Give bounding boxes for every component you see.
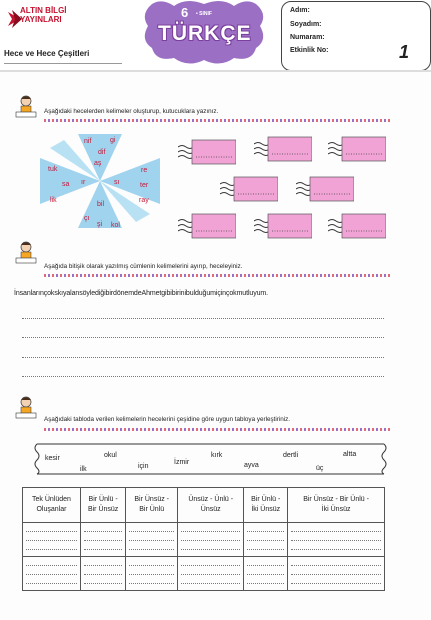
answer-box[interactable] <box>328 136 386 162</box>
syllable: tuk <box>48 166 58 173</box>
word-item: ilk <box>80 466 87 473</box>
brand-name <box>20 6 67 24</box>
instruction-3: Aşağıdaki tabloda verilen kelimelerin hecelerini çeşidine göre uygun tabloya yerleştiriniz. <box>44 416 291 423</box>
word-item: dertli <box>283 452 299 459</box>
joined-sentence: İnsanlarınçokskıyalansöylediğibirdönemdeAhmetgibibirinibulduğumiçinçokmutluyum. <box>14 290 268 297</box>
syllable: şi <box>97 221 103 228</box>
table-row <box>23 557 385 591</box>
syllable: re <box>141 167 148 174</box>
word-item: İzmir <box>174 459 190 466</box>
syllable: bil <box>97 201 105 208</box>
word-item: altta <box>343 451 357 458</box>
writing-line[interactable] <box>22 337 384 338</box>
answer-box[interactable] <box>220 176 278 202</box>
brand-line1: ALTIN BİLGİ <box>20 6 67 15</box>
answer-cell[interactable] <box>126 557 178 591</box>
table-header: Bir Ünlü - İki Ünsüz <box>244 488 288 523</box>
dotted-divider <box>44 274 390 277</box>
reading-child-icon <box>14 240 38 266</box>
syllable: aş <box>94 160 102 167</box>
subject-title: TÜRKÇE <box>158 22 252 45</box>
number-field-label: Numaram: <box>290 34 325 41</box>
table-header-row <box>23 488 385 523</box>
answer-cell[interactable] <box>178 557 244 591</box>
reading-child-icon <box>14 395 38 421</box>
answer-box[interactable] <box>178 139 236 165</box>
answer-cell[interactable] <box>244 523 288 557</box>
surname-field-label: Soyadım: <box>290 21 322 28</box>
activity-number: 1 <box>399 42 410 62</box>
table-row <box>23 523 385 557</box>
writing-line[interactable] <box>22 357 384 358</box>
answer-cell[interactable] <box>288 557 385 591</box>
brand-line2: YAYINLARI <box>20 15 62 24</box>
word-item: ayva <box>244 462 259 469</box>
answer-cell[interactable] <box>23 523 81 557</box>
table-header: Bir Ünsüz - Bir Ünlü - İki Ünsüz <box>288 488 385 523</box>
answer-box[interactable] <box>328 213 386 239</box>
answer-cell[interactable] <box>126 523 178 557</box>
dotted-divider <box>44 428 390 431</box>
dotted-divider <box>44 119 390 122</box>
writing-line[interactable] <box>22 318 384 319</box>
answer-cell[interactable] <box>23 557 81 591</box>
answer-cell[interactable] <box>80 523 125 557</box>
answer-cell[interactable] <box>80 557 125 591</box>
reading-child-icon <box>14 94 38 120</box>
answer-box[interactable] <box>178 213 236 239</box>
name-field-label: Adım: <box>290 7 310 14</box>
syllable-type-table <box>22 487 385 591</box>
answer-cell[interactable] <box>288 523 385 557</box>
answer-cell[interactable] <box>178 523 244 557</box>
syllable: çı <box>84 215 90 222</box>
table-header: Bir Ünsüz - Bir Ünlü <box>126 488 178 523</box>
grade-label: • SINIF <box>196 11 212 17</box>
topic-title: Hece ve Hece Çeşitleri <box>4 49 122 64</box>
table-header: Tek Ünlüden Oluşanlar <box>23 488 81 523</box>
instruction-1: Aşağıdaki hecelerden kelimeler oluşturup, kutucuklara yazınız. <box>44 108 219 115</box>
word-item: okul <box>104 452 117 459</box>
answer-cell[interactable] <box>244 557 288 591</box>
word-item: için <box>138 463 149 470</box>
writing-line[interactable] <box>22 376 384 377</box>
syllable: dif <box>98 149 106 156</box>
syllable: sı <box>114 179 120 186</box>
syllable: ter <box>140 182 149 189</box>
syllable: sa <box>62 181 70 188</box>
syllable: ray <box>139 197 149 204</box>
header-divider <box>0 70 431 72</box>
word-item: kesir <box>45 455 60 462</box>
table-header: Ünsüz - Ünlü - Ünsüz <box>178 488 244 523</box>
grade-number: 6 <box>181 5 189 20</box>
answer-box[interactable] <box>296 176 354 202</box>
table-header: Bir Ünlü - Bir Ünsüz <box>80 488 125 523</box>
answer-box[interactable] <box>254 136 312 162</box>
syllable: nif <box>84 138 92 145</box>
activity-no-field-label: Etkinlik No: <box>290 47 329 54</box>
word-item: kırk <box>211 452 223 459</box>
syllable: ır <box>81 179 86 186</box>
answer-box[interactable] <box>254 213 312 239</box>
instruction-2: Aşağıda bitişik olarak yazılmış cümlenin kelimelerini ayırıp, heceleyiniz. <box>44 263 243 270</box>
word-item: üç <box>316 465 324 472</box>
syllable: lik <box>50 197 57 204</box>
syllable: kol <box>111 222 120 229</box>
syllable: gi <box>110 137 116 144</box>
